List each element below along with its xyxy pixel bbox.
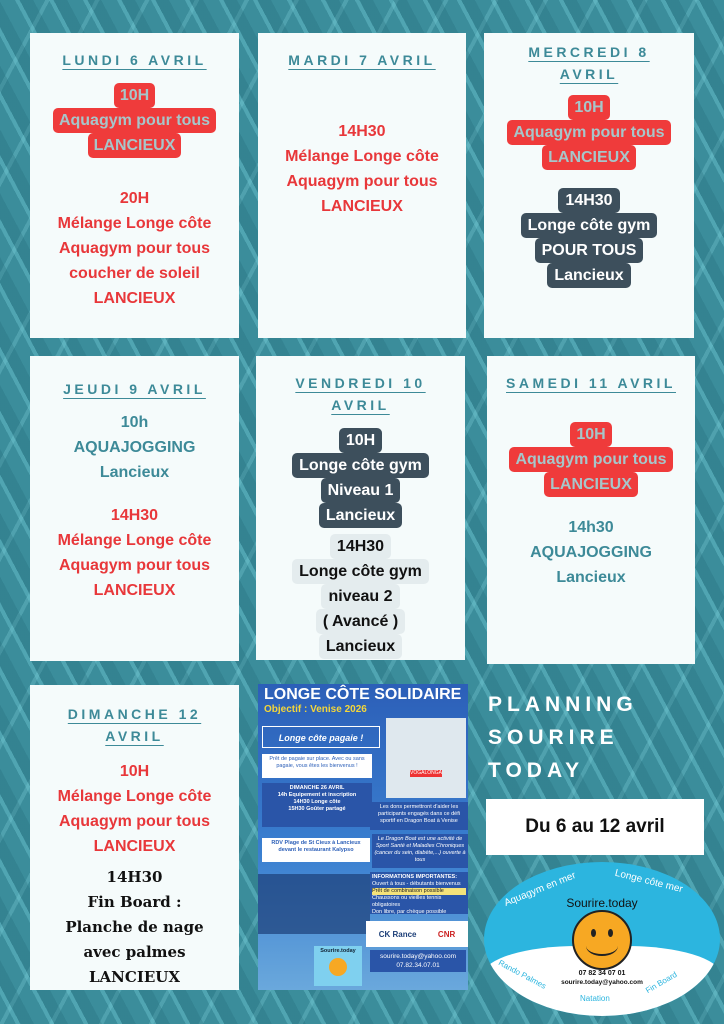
activity-line: Mélange Longe côte — [57, 788, 212, 805]
activity-line: LANCIEUX — [544, 472, 638, 497]
logo-natation: Natation — [580, 994, 610, 1003]
activity-line: 10H — [114, 83, 155, 108]
title-line: SOURIRE — [488, 726, 619, 749]
activity-line: Lancieux — [547, 263, 630, 288]
info-title: INFORMATIONS IMPORTANTES: — [372, 874, 458, 880]
logo-top-left: Aquagym en mer — [502, 870, 578, 909]
activity-line: AQUAJOGGING — [530, 544, 652, 561]
activity-block — [487, 515, 695, 590]
day-title-line: LUNDI 6 AVRIL — [62, 52, 207, 68]
activity-line: Lancieux — [556, 569, 626, 586]
poster-badge — [314, 946, 362, 986]
poster-info — [370, 872, 468, 914]
activity-line: LANCIEUX — [93, 838, 176, 855]
title-line: TODAY — [488, 759, 585, 782]
event-poster — [258, 684, 468, 990]
day-card-sunday — [30, 685, 239, 990]
activity-line: Niveau 1 — [321, 478, 401, 503]
info-item: Prêt de combinaison possible — [372, 888, 466, 895]
date-range-box — [486, 799, 704, 855]
activity-line: Aquagym pour tous — [286, 173, 438, 190]
activity-block — [30, 410, 239, 485]
activity-line: avec palmes — [83, 943, 186, 961]
activity-block — [30, 83, 239, 158]
poster-rdv: RDV Plage de St Cieux à Lancieux devant le restaurant Kalypso — [262, 838, 370, 862]
poster-dragon: Le Dragon Boat est une activité de Sport Santé et Maladies Chroniques (cancer du sein, diabète,...) ouverte à tous — [372, 834, 468, 868]
activity-line: 14H30 — [330, 534, 391, 559]
activity-block — [30, 759, 239, 859]
day-title — [256, 372, 465, 416]
planning-title — [488, 688, 638, 787]
activity-line: Mélange Longe côte — [285, 148, 439, 165]
sponsor-ckrance: CK Rance — [378, 929, 417, 939]
activity-line: LANCIEUX — [321, 198, 403, 215]
event-line: DIMANCHE 26 AVRIL — [289, 785, 345, 791]
activity-line: 10H — [570, 422, 611, 447]
day-title-line: MERCREDI 8 — [528, 44, 650, 60]
day-title-line: AVRIL — [331, 397, 390, 413]
logo-name: Sourire.today — [566, 896, 638, 910]
activity-line: Aquagym pour tous — [509, 447, 672, 472]
activity-line: AQUAJOGGING — [73, 439, 196, 456]
logo-top-right: Longe côte mer — [613, 867, 684, 896]
poster-contact — [370, 950, 466, 972]
activity-line: 14H30 — [558, 188, 619, 213]
smiley-icon — [329, 958, 347, 976]
logo-phone: 07 82 34 07 01 — [578, 970, 626, 977]
day-card-wednesday — [484, 33, 694, 338]
title-line: PLANNING — [488, 693, 638, 716]
activity-line: Longe côte gym — [521, 213, 658, 238]
day-title-line: JEUDI 9 AVRIL — [63, 381, 206, 397]
activity-line: 14H30 — [106, 868, 163, 886]
poster-loan: Prêt de pagaie sur place. Avec ou sans pagaie, vous êtes les bienvenus ! — [262, 754, 372, 778]
activity-line: LANCIEUX — [542, 145, 636, 170]
poster-tagline: Longe côte pagaie ! — [262, 726, 380, 748]
day-title — [30, 49, 239, 71]
activity-line: Aquagym pour tous — [58, 240, 211, 257]
day-card-friday — [256, 356, 465, 660]
day-title — [30, 378, 239, 400]
day-title — [487, 372, 695, 394]
activity-line: 10H — [339, 428, 382, 453]
activity-line: Longe côte gym — [292, 559, 429, 584]
activity-line: 10H — [119, 763, 150, 780]
activity-line: niveau 2 — [321, 584, 399, 609]
day-title-line: MARDI 7 AVRIL — [288, 52, 436, 68]
activity-line: Lancieux — [99, 464, 170, 481]
event-line: 14h Equipement et inscription — [277, 792, 357, 798]
activity-block — [484, 188, 694, 288]
activity-line: Lancieux — [319, 503, 402, 528]
activity-line: LANCIEUX — [93, 290, 176, 307]
logo-rando: Rando Palmes — [496, 958, 548, 991]
activity-line: LANCIEUX — [88, 133, 182, 158]
day-title — [30, 703, 239, 747]
day-title-line: DIMANCHE 12 — [67, 706, 202, 722]
activity-block — [484, 95, 694, 170]
sourire-today-logo — [484, 862, 720, 1016]
activity-line: 14H30 — [110, 507, 159, 524]
poster-event — [262, 783, 372, 827]
poster-heading: LONGE CÔTE SOLIDAIRE — [264, 686, 462, 703]
day-title-line: VENDREDI 10 — [295, 375, 426, 391]
badge-label: Sourire.today — [320, 948, 356, 954]
activity-line: coucher de soleil — [69, 265, 200, 282]
activity-block — [30, 503, 239, 603]
poster-phone: 07.82.34.07.01 — [396, 962, 440, 969]
poster-sponsors — [366, 921, 468, 947]
activity-block — [30, 865, 239, 990]
activity-line: Mélange Longe côte — [57, 532, 212, 549]
day-card-saturday — [487, 356, 695, 664]
activity-line: 10h — [120, 414, 149, 431]
day-card-tuesday — [258, 33, 466, 338]
poster-email: sourire.today@yahoo.com — [380, 953, 456, 960]
event-line: 14H30 Longe côte — [293, 799, 341, 805]
activity-line: Aquagym pour tous — [507, 120, 670, 145]
activity-line: Lancieux — [319, 634, 402, 659]
activity-line: Mélange Longe côte — [57, 215, 212, 232]
day-title — [484, 41, 694, 85]
activity-block — [258, 119, 466, 219]
paddlers-photo — [258, 874, 370, 934]
activity-line: Fin Board : — [87, 893, 182, 911]
poster-dons: Les dons permettront d'aider les participants engagés dans ce défi sportif en Dragon Boat à Venise — [370, 802, 468, 830]
info-item: Chaussons ou vieilles tennis obligatoires — [372, 895, 442, 908]
map-label: VOGALONGA — [410, 770, 442, 776]
activity-block — [30, 186, 239, 311]
activity-block — [487, 422, 695, 497]
sponsor-cnr: CNR — [437, 929, 456, 939]
day-title-line: AVRIL — [559, 66, 619, 82]
activity-line: Planche de nage — [65, 918, 204, 936]
day-title — [258, 49, 466, 71]
activity-line: 14H30 — [338, 123, 386, 140]
activity-line: LANCIEUX — [93, 582, 176, 599]
activity-line: 10H — [568, 95, 609, 120]
activity-line: Aquagym pour tous — [53, 108, 216, 133]
activity-line: LANCIEUX — [88, 968, 180, 986]
activity-line: 14h30 — [568, 519, 614, 536]
activity-line: Aquagym pour tous — [58, 557, 211, 574]
activity-block — [256, 428, 465, 528]
event-line: 15H30 Goûter partagé — [288, 806, 346, 812]
activity-line: 20H — [119, 190, 150, 207]
activity-line: Aquagym pour tous — [58, 813, 211, 830]
logo-finboard: Fin Board — [644, 969, 679, 996]
day-card-thursday — [30, 356, 239, 661]
date-range: Du 6 au 12 avril — [525, 816, 665, 837]
info-item: Ouvert à tous - débutants bienvenus — [372, 881, 461, 887]
logo-email: sourire.today@yahoo.com — [561, 979, 643, 986]
smiley-icon — [572, 910, 632, 970]
activity-line: POUR TOUS — [535, 238, 644, 263]
info-item: Don libre, par chèque possible — [372, 909, 447, 915]
day-title-line: AVRIL — [105, 728, 164, 744]
activity-line: ( Avancé ) — [316, 609, 405, 634]
poster-objective: Objectif : Venise 2026 — [264, 704, 367, 715]
activity-block — [256, 534, 465, 659]
activity-line: Longe côte gym — [292, 453, 429, 478]
poster-map — [386, 718, 466, 798]
day-title-line: SAMEDI 11 AVRIL — [506, 375, 676, 391]
day-card-monday — [30, 33, 239, 338]
